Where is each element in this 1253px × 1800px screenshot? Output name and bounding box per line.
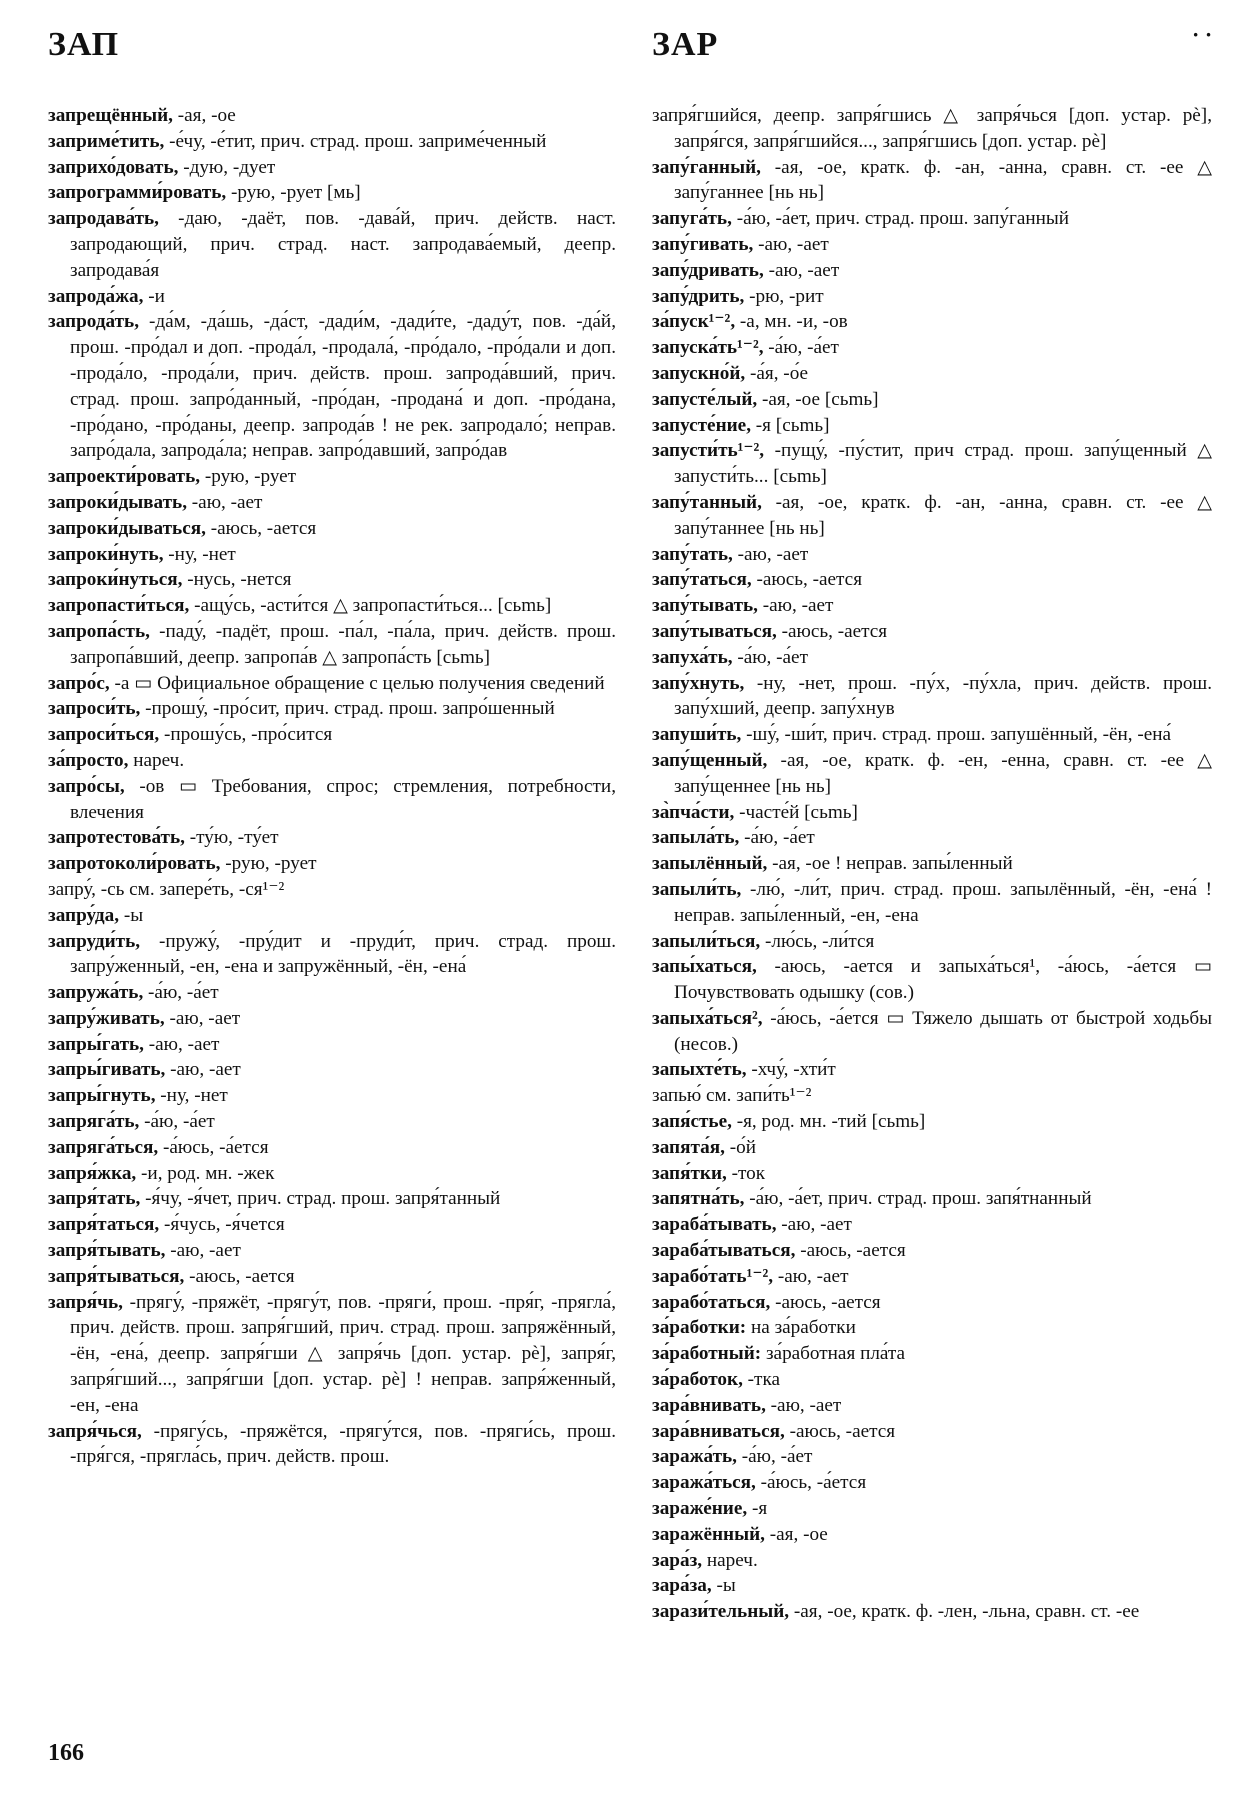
dictionary-entry [48,1186,616,1212]
entry-headword: запрограмми́ровать, [48,182,227,204]
entry-definition: -лю́сь, -ли́тся [760,930,875,952]
entry-headword: запря́таться, [48,1214,160,1236]
dictionary-entry [48,1290,616,1419]
entry-headword: запыла́ть, [652,827,740,849]
entry-headword: запроки́нуться, [48,569,183,591]
dictionary-entry [652,929,1212,955]
dictionary-entry [652,593,1212,619]
dictionary-entry [652,284,1212,310]
entry-headword: запя́тки, [652,1162,727,1184]
entry-headword: запу́щенный, [652,749,768,771]
dictionary-entry [652,1599,1212,1625]
dictionary-entry [652,954,1212,1006]
entry-headword: заприхо́довать, [48,156,179,178]
entry-headword: заража́ть, [652,1446,737,1468]
entry-definition: -лю́, -ли́т, прич. страд. прош. запылённый, -ён, -ена́ ! неправ. запы́ленный, -ен, -ена [674,878,1212,926]
entry-headword: запыли́ться, [652,930,761,952]
entry-headword: зараба́тываться, [652,1240,796,1262]
entry-definition: -аюсь, -ается [184,1265,295,1287]
entry-headword: запу́таться, [652,569,752,591]
entry-definition: -я́чусь, -я́чется [159,1214,285,1236]
entry-headword: зара́з, [652,1549,703,1571]
entry-definition: -аюсь, -ается [795,1240,906,1262]
entry-definition: -ая, -ое, кратк. ф. -ан, -анна, сравн. ст. -ее △ запу́ганнее [нь нь] [674,156,1212,204]
entry-headword: запу́тываться, [652,620,777,642]
dictionary-entry [652,1341,1212,1367]
entry-headword: запроки́нуть, [48,543,164,565]
dictionary-entry [652,1548,1212,1574]
entry-headword: зараба́тывать, [652,1214,777,1236]
entry-definition: за́работная пла́та [761,1343,906,1365]
dictionary-entry [652,232,1212,258]
entry-headword: запя́стье, [652,1111,732,1133]
entry-definition: -а́ю, -а́ет [143,982,219,1004]
entry-definition: -аю, -ает [776,1214,852,1236]
entry-definition: -аю, -ает [187,491,263,513]
dictionary-entry [652,335,1212,361]
entry-definition: -я [747,1498,768,1520]
dictionary-entry [48,1419,616,1471]
dictionary-entry [48,929,616,981]
dictionary-entry [652,490,1212,542]
entry-definition: -рую, -рует [мь] [226,182,361,204]
entry-headword: запропасти́ться, [48,595,190,617]
entry-headword: запрещённый, [48,105,173,126]
entry-headword: запу́дривать, [652,259,764,281]
dictionary-entry [652,103,1212,155]
entry-definition: -ая, -ое [764,1523,828,1545]
entry-headword: запры́гать, [48,1033,144,1055]
entry-definition: -прошу́сь, -про́сится [159,724,333,746]
dictionary-entry [652,800,1212,826]
dictionary-entry [652,825,1212,851]
entry-definition: -ая, -ое [cьmь] [757,388,879,410]
entry-definition: -аю, -ает [165,1059,241,1081]
entry-headword: запуга́ть, [652,208,732,230]
entry-definition: на за́работки [746,1317,856,1339]
entry-definition: -аю, -ает [164,1007,241,1029]
dictionary-entry [652,1290,1212,1316]
dictionary-entry [652,1496,1212,1522]
entry-definition: -аюсь, -ается [751,569,863,591]
entry-definition: -ая, -ое, кратк. ф. -лен, -льна, сравн. ст. -ее [789,1601,1140,1623]
entry-headword: запыли́ть, [652,878,742,900]
entry-headword: запуха́ть, [652,646,733,668]
entry-definition: -аю, -ает [765,1394,842,1416]
entry-headword: запыхте́ть, [652,1059,747,1081]
entry-headword: запу́дрить, [652,285,745,307]
entry-headword: запуши́ть, [652,724,742,746]
dictionary-entry [48,516,616,542]
entry-definition: -и, род. мн. -жек [136,1162,275,1184]
dictionary-entry [652,413,1212,439]
entry-headword: запы́хаться, [652,956,757,978]
left-column [48,103,616,1470]
dictionary-entry [652,1161,1212,1187]
entry-definition: запью́ см. запи́ть¹⁻² [652,1085,812,1107]
entry-headword: запусте́ние, [652,414,751,436]
entry-headword: запылённый, [652,853,768,875]
dictionary-entry [652,361,1212,387]
entry-definition: -ы [711,1575,736,1597]
dictionary-entry [652,1057,1212,1083]
entry-headword: запу́гивать, [652,233,754,255]
entry-definition: -я, род. мн. -тий [cьmь] [731,1111,926,1133]
entry-headword: запрода́ть, [48,311,139,333]
entry-headword: запря́тывать, [48,1240,166,1262]
entry-definition: -рю, -рит [744,285,824,307]
entry-headword: зарабо́таться, [652,1291,771,1313]
dictionary-entry [48,464,616,490]
dictionary-entry [652,155,1212,207]
entry-definition: -тка [742,1369,780,1391]
dictionary-entry [48,1238,616,1264]
dictionary-entry [652,438,1212,490]
dictionary-entry [652,542,1212,568]
entry-definition: -а ▭ Официальное обращение с целью получения сведений [109,672,605,694]
entry-headword: запроси́ть, [48,698,141,720]
entry-definition: -а́юсь, -а́ется ▭ Тяжело дышать от быстрой ходьбы (несов.) [674,1007,1212,1055]
entry-headword: запродава́ть, [48,208,159,230]
entry-headword: запру́живать, [48,1007,165,1029]
entry-definition: нареч. [702,1549,758,1571]
dictionary-entry [652,387,1212,413]
dictionary-entry [48,1083,616,1109]
dictionary-entry [652,645,1212,671]
entry-headword: запуска́ть¹⁻², [652,337,764,359]
dictionary-entry [652,258,1212,284]
dictionary-entry [48,1032,616,1058]
entry-definition: -ну, -нет [163,543,236,565]
entry-definition: запря́гшийся, деепр. запря́гшись △ запря́чься [доп. устар. рѐ], запря́гся, запря́гшийся..., запря́гшись [доп. устар. рѐ] [652,105,1212,152]
entry-headword: запружа́ть, [48,982,144,1004]
entry-definition: -да́м, -да́шь, -да́ст, -дади́м, -дади́те, -даду́т, пов. -да́й, прош. -про́дал и доп. -прода́л, -продала́, -про́дало, -про́дали и доп. -прода́ло, -прода́ли, прич. действ. прош. запрода́вший, прич. страд. прош. запро́данный, -про́дан, -продана́ и доп. -про́дана, -про́дано, -про́даны, деепр. запрода́в ! не рек. запродало́; неправ. запро́дала, запрода́ла; неправ. запро́давший, запро́дав [70,311,616,462]
dictionary-entry [48,774,616,826]
dictionary-entry [652,1393,1212,1419]
dictionary-entry [652,671,1212,723]
entry-headword: зараже́ние, [652,1498,748,1520]
entry-definition: -а́юсь, -а́ется [158,1136,269,1158]
entry-headword: запу́ганный, [652,156,761,178]
entry-headword: запря́жка, [48,1162,137,1184]
entry-definition: -аю, -ает [753,233,829,255]
entry-headword: запятна́ть, [652,1188,745,1210]
dictionary-entry [48,903,616,929]
entry-headword: запыха́ться², [652,1007,763,1029]
entry-headword: запу́танный, [652,491,762,513]
entry-definition: -ая, -ое, кратк. ф. -ен, -енна, сравн. ст. -ее △ запу́щеннее [нь нь] [674,749,1212,797]
entry-definition: -ащу́сь, -асти́тся △ запропасти́ться... [cьmь] [189,595,552,617]
entry-definition: -ну, -нет, прош. -пу́х, -пу́хла, прич. действ. прош. запу́хший, деепр. запу́хнув [674,672,1212,720]
dictionary-entry [48,877,616,903]
entry-headword: запры́гнуть, [48,1085,156,1107]
dictionary-entry [48,180,616,206]
entry-headword: запрода́жа, [48,285,144,307]
entry-definition: -прягу́, -пряжёт, -прягу́т, пов. -пряги́, прош. -пря́г, -прягла́, прич. действ. прош. запря́гший, прич. страд. прош. запряжённый, -ён, -ена́, деепр. запря́гши △ запря́чь [доп. устар. рѐ], запря́г, запря́гший..., запря́гши [доп. устар. рѐ] ! неправ. запря́женный, -ен, -ена [70,1291,616,1416]
entry-headword: за̀пча́сти, [652,801,735,823]
dictionary-entry [48,722,616,748]
entry-headword: запроки́дываться, [48,517,206,539]
entry-definition: -даю, -даёт, пов. -дава́й, прич. действ. наст. запродающий, прич. страд. наст. запродава́емый, деепр. запродава́я [70,208,616,281]
entry-headword: заражённый, [652,1523,765,1545]
entry-definition: -ая, -ое ! неправ. запы́ленный [767,853,1013,875]
dictionary-entry [48,593,616,619]
dictionary-entry [652,1083,1212,1109]
dictionary-entry [48,696,616,722]
entry-definition: -а́ю, -а́ет [763,337,839,359]
entry-definition: -я [cьmь] [751,414,830,436]
dictionary-entry [652,1367,1212,1393]
dictionary-entry [48,542,616,568]
entry-headword: запротоколи́ровать, [48,853,221,875]
entry-definition: -паду́, -падёт, прош. -па́л, -па́ла, прич. действ. прош. запропа́вший, деепр. запропа́в △ запропа́сть [cьmь] [70,620,616,668]
entry-definition: -пущу́, -пу́стит, прич страд. прош. запу́щенный △ запусти́ть... [cьmь] [674,440,1212,488]
running-head-left: ЗАП [48,26,120,63]
entry-headword: за́пуск¹⁻², [652,311,736,333]
entry-headword: зарази́тельный, [652,1601,790,1623]
entry-definition: -аю, -ает [143,1033,220,1055]
dictionary-entry [48,671,616,697]
entry-headword: запу́тывать, [652,595,758,617]
entry-definition: -ов ▭ Требования, спрос; стремления, потребности, влечения [70,775,616,823]
dictionary-entry [48,284,616,310]
entry-headword: запряга́ться, [48,1136,159,1158]
entry-definition: -аюсь, -ается [784,1420,896,1442]
dictionary-entry [48,103,616,129]
entry-definition: -прягу́сь, -пряжётся, -прягу́тся, пов. -пряги́сь, прош. -пря́гся, -прягла́сь, прич. действ. прош. [70,1420,616,1468]
entry-headword: запропа́сть, [48,620,150,642]
entry-definition: -и [143,285,165,307]
dictionary-entry [48,1212,616,1238]
dictionary-entry [652,1006,1212,1058]
entry-definition: -а́я, -о́е [745,362,809,384]
dictionary-entry [48,1006,616,1032]
entry-definition: -а́ю, -а́ет, прич. страд. прош. запя́тнанный [744,1188,1092,1210]
dictionary-entry [48,155,616,181]
entry-definition: -а, мн. -и, -ов [735,311,848,333]
entry-definition: -аюсь, -ается [770,1291,881,1313]
entry-definition: -пружу́, -пру́дит и -пруди́т, прич. страд. прош. запру́женный, -ен, -ена и запружённый, -ён, -ена́ [70,930,616,978]
right-column [652,103,1212,1625]
entry-headword: запу́хнуть, [652,672,745,694]
dictionary-entry [48,851,616,877]
entry-definition: -а́ю, -а́ет [732,646,808,668]
entry-definition: -а́ю, -а́ет [739,827,815,849]
entry-definition: -дую, -дует [178,156,276,178]
entry-headword: за́работный: [652,1343,762,1365]
dictionary-entry [48,567,616,593]
entry-definition: запру́, -сь см. запере́ть, -ся¹⁻² [48,878,285,900]
dictionary-entry [652,1522,1212,1548]
page-number: 166 [48,1740,84,1766]
dictionary-entry [48,1161,616,1187]
dictionary-entry [652,1238,1212,1264]
entry-headword: заприме́тить, [48,130,165,152]
entry-headword: запря́тать, [48,1188,141,1210]
entry-headword: запроекти́ровать, [48,466,201,488]
dictionary-entry [48,619,616,671]
dictionary-entry [652,619,1212,645]
dictionary-entry [652,206,1212,232]
dictionary-entry [48,1135,616,1161]
entry-headword: запу́тать, [652,543,733,565]
entry-definition: -прошу́, -про́сит, прич. страд. прош. запро́шенный [140,698,555,720]
entry-definition: -хчу́, -хти́т [746,1059,836,1081]
entry-definition: -аю, -ает [757,595,834,617]
entry-headword: запря́чь, [48,1291,123,1313]
dictionary-entry [652,1109,1212,1135]
dictionary-entry [48,825,616,851]
dictionary-entry [48,490,616,516]
entry-definition: -я́чу, -я́чет, прич. страд. прош. запря́танный [140,1188,501,1210]
entry-headword: запро́с, [48,672,110,694]
entry-headword: запроси́ться, [48,724,160,746]
dictionary-entry [48,206,616,283]
entry-headword: запята́я, [652,1136,725,1158]
entry-definition: -а́ю, -а́ет [736,1446,813,1468]
entry-headword: запруди́ть, [48,930,141,952]
dictionary-entry [48,1057,616,1083]
entry-definition: -часте́й [cьmь] [734,801,858,823]
dictionary-entry [48,748,616,774]
entry-headword: запроки́дывать, [48,491,187,513]
dictionary-entry [652,1264,1212,1290]
entry-definition: нареч. [128,749,185,771]
entry-definition: -нусь, -нется [182,569,292,591]
dictionary-entry [652,1186,1212,1212]
corner-marks: · · [1192,22,1213,47]
dictionary-entry [652,1315,1212,1341]
entry-headword: запря́тываться, [48,1265,185,1287]
entry-headword: зарабо́тать¹⁻², [652,1265,774,1287]
entry-definition: -ая, -ое [172,105,236,126]
entry-headword: запро́сы, [48,775,125,797]
dictionary-entry [652,1444,1212,1470]
entry-headword: зара́внивать, [652,1394,766,1416]
entry-definition: -аюсь, -ается [776,620,888,642]
dictionary-entry [652,1470,1212,1496]
entry-definition: -а́ю, -а́ет [139,1111,215,1133]
entry-definition: -ы [119,904,144,926]
entry-headword: запру́да, [48,904,120,926]
entry-headword: запряга́ть, [48,1111,140,1133]
entry-headword: зара́за, [652,1575,712,1597]
entry-definition: -ая, -ое, кратк. ф. -ан, -анна, сравн. ст. -ее △ запу́таннее [нь нь] [674,491,1212,539]
entry-definition: -рую, -рует [220,853,317,875]
dictionary-entry [652,877,1212,929]
entry-definition: -аю, -ает [773,1265,849,1287]
entry-definition: -а́юсь, -а́ется [755,1472,867,1494]
dictionary-entry [652,1573,1212,1599]
entry-definition: -ток [726,1162,766,1184]
dictionary-entry [652,1419,1212,1445]
dictionary-entry [652,309,1212,335]
entry-definition: -а́ю, -а́ет, прич. страд. прош. запу́ганный [731,208,1070,230]
entry-headword: запря́чься, [48,1420,142,1442]
entry-headword: запротестова́ть, [48,827,185,849]
entry-definition: -аюсь, -ается и запыха́ться¹, -а́юсь, -а́ется ▭ Почувствовать одышку (сов.) [674,956,1212,1004]
dictionary-entry [652,722,1212,748]
entry-definition: -ну, -нет [155,1085,228,1107]
dictionary-entry [48,980,616,1006]
entry-definition: -рую, -рует [200,466,297,488]
entry-definition: -аю, -ает [763,259,840,281]
running-head-right: ЗАР [652,26,719,63]
dictionary-entry [48,129,616,155]
entry-headword: за́работки: [652,1317,747,1339]
entry-definition: -шу́, -ши́т, прич. страд. прош. запушённый, -ён, -ена́ [741,724,1172,746]
dictionary-entry [652,1212,1212,1238]
entry-headword: запусти́ть¹⁻², [652,440,765,462]
dictionary-entry [48,1264,616,1290]
entry-definition: -о́й [724,1136,756,1158]
entry-definition: -аюсь, -ается [205,517,317,539]
entry-headword: зара́вниваться, [652,1420,785,1442]
entry-definition: -е́чу, -е́тит, прич. страд. прош. заприме́ченный [164,130,547,152]
dictionary-entry [48,1109,616,1135]
dictionary-entry [652,748,1212,800]
entry-headword: заража́ться, [652,1472,756,1494]
entry-headword: за́работок, [652,1369,743,1391]
entry-headword: за́просто, [48,749,129,771]
dictionary-entry [652,1135,1212,1161]
dictionary-entry [48,309,616,464]
entry-headword: запусте́лый, [652,388,758,410]
dictionary-entry [652,567,1212,593]
dictionary-entry [652,851,1212,877]
entry-headword: запускно́й, [652,362,746,384]
entry-definition: -аю, -ает [165,1240,241,1262]
entry-definition: -аю, -ает [732,543,809,565]
entry-headword: запры́гивать, [48,1059,166,1081]
entry-definition: -ту́ю, -ту́ет [184,827,279,849]
